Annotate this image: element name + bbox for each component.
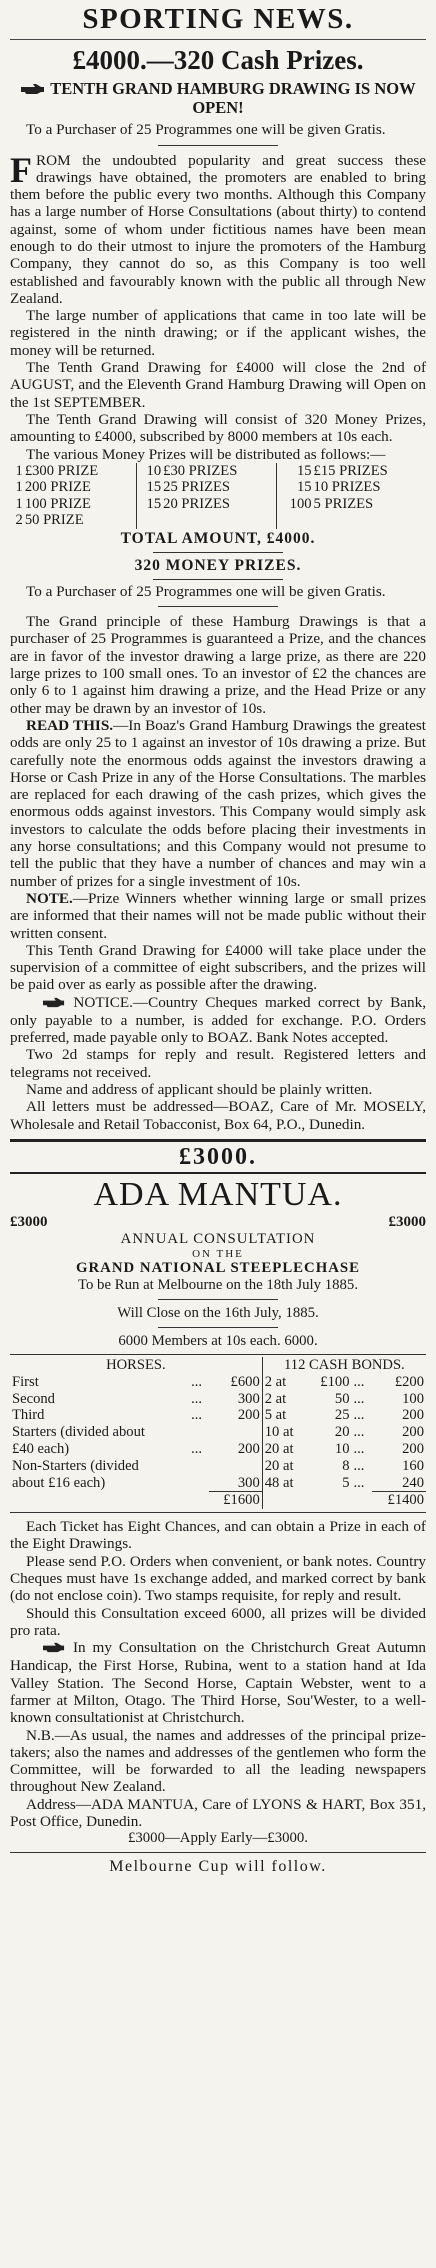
horse-dots: ... <box>191 1440 203 1457</box>
side-amount-right: £3000 <box>388 1213 426 1230</box>
notice-paragraph: NOTICE.—Country Cheques marked correct by Bank, only payable to a number, is added for exchange. P.O. Orders preferred, made payable only to BOAZ. Bank Notes accepted. <box>10 993 426 1047</box>
money-prizes-count: 320 MONEY PRIZES. <box>134 556 302 574</box>
grand-principle-paragraph: The Grand principle of these Hamburg Drawings is that a purchaser of 25 Programmes is guaranteed a Prize, and the chances are in favor of the investor drawing a large prize, as there are 220 large prizes to 100 small ones. To an investor of £2 the chances are only 6 to 1 against him drawing a prize, and the Head Prize or any other may be drawn by an investor of 10s. <box>10 613 426 717</box>
drawing-dates-paragraph: The Tenth Grand Drawing for £4000 will close the 2nd of AUGUST, and the Eleventh Grand Hamburg Drawing will Open on the 1st SEPTEMBER. <box>10 359 426 411</box>
supervision-paragraph: This Tenth Grand Drawing for £4000 will take place under the supervision of a committee of eight subscribers, and the prizes will be paid over as early as possible after the drawing. <box>10 941 426 994</box>
prize-cell: 5 PRIZES <box>313 495 374 512</box>
bond-cell: ... <box>353 1457 365 1474</box>
schedule-row <box>10 1458 426 1475</box>
bond-cell: 48 at <box>262 1475 307 1492</box>
prize-cell: 25 PRIZES <box>163 479 231 496</box>
prize-cell: 2 <box>15 512 23 529</box>
bond-cell: 200 <box>402 1424 424 1441</box>
schedule-row <box>10 1441 426 1458</box>
bond-cell: 2 at <box>262 1391 307 1408</box>
bond-cell: 200 <box>402 1440 424 1457</box>
horse-amount <box>209 1424 263 1441</box>
prize-cell: £30 PRIZES <box>163 462 238 479</box>
pointing-hand-icon <box>26 1640 66 1657</box>
prize-cell <box>276 512 312 529</box>
horse-amount: £600 <box>230 1373 260 1390</box>
close-date: Will Close on the 16th July, 1885. <box>117 1304 319 1321</box>
distribution-intro: The various Money Prizes will be distributed as follows:— <box>26 445 386 463</box>
horse-dots: ... <box>191 1390 203 1407</box>
horse-name: Non-Starters (divided <box>12 1457 139 1474</box>
bond-cell: ... <box>353 1407 365 1424</box>
bond-cell: 20 at <box>262 1458 307 1475</box>
prize-headline: £4000.—320 Cash Prizes. <box>72 45 364 75</box>
schedule-row <box>10 1424 426 1441</box>
cash-bonds-header: 112 CASH BONDS. <box>262 1357 426 1374</box>
sporting-news-title: SPORTING NEWS. <box>82 3 354 35</box>
schedule-row <box>10 1391 426 1408</box>
prize-cell: 100 <box>276 496 312 513</box>
prize-cell: 15 <box>137 479 162 496</box>
prize-cell: 100 PRIZE <box>24 495 91 512</box>
prize-schedule <box>10 1357 426 1509</box>
horses-header: HORSES. <box>106 1356 166 1373</box>
bond-cell: 200 <box>402 1407 424 1424</box>
horse-dots <box>189 1458 209 1475</box>
prize-cell: 1 <box>15 462 23 479</box>
prize-cell: 1 <box>15 495 23 512</box>
prize-cell: 20 PRIZES <box>163 495 231 512</box>
bond-cell: 10 at <box>262 1424 307 1441</box>
melbourne-cup-footer: Melbourne Cup will follow. <box>109 1858 327 1876</box>
bond-cell: ... <box>353 1424 365 1441</box>
bond-cell: 5 at <box>262 1407 307 1424</box>
nb-paragraph: N.B.—As usual, the names and addresses of the principal prize-takers; also the names and addresses of the gentlemen who form the Committee, will be forwarded to all the leading newspapers throughout New Zealand. <box>10 1726 426 1796</box>
bond-cell: ... <box>353 1390 365 1407</box>
bonds-total: £1400 <box>372 1492 426 1509</box>
prize-cell: 10 <box>137 463 162 480</box>
prize-cell <box>162 512 276 529</box>
ada-mantua-title: ADA MANTUA. <box>93 1175 343 1213</box>
intro-paragraph: FROM the undoubted popularity and great success these drawings have obtained, the promoters are enabled to bring them before the public every two months. Although this Company has a large number of Horse Consultations (about thirty) to contend against, some of whom under fictitious names have been mean enough to do their utmost to injure the promoters of the Hamburg Company, they cannot do so, as this Company is too well established and favourably known with the public all through New Zealand. <box>10 149 426 307</box>
run-at-melbourne: To be Run at Melbourne on the 18th July 1885. <box>77 1276 359 1293</box>
bond-cell: 100 <box>402 1390 424 1407</box>
pointing-hand-icon <box>20 81 46 99</box>
stamps-paragraph: Two 2d stamps for reply and result. Registered letters and telegrams not received. <box>10 1046 426 1081</box>
horse-dots: ... <box>191 1407 203 1424</box>
prize-cell: 50 PRIZE <box>24 512 84 529</box>
purchaser-note-2: To a Purchaser of 25 Programmes one will be given Gratis. <box>26 582 386 600</box>
horse-name: Second <box>12 1390 55 1407</box>
christchurch-paragraph: In my Consultation on the Christchurch Great Autumn Handicap, the First Horse, Rubina, went to a station hand at Ida Valley Station. The Second Horse, Captain Webster, went to a farmer at Milton, Otago. The Third Horse, Sou'Wester, to a well-known consultationist at Christchurch. <box>10 1639 426 1727</box>
horse-name: £40 each) <box>12 1440 70 1457</box>
bond-cell: 20 <box>334 1424 350 1441</box>
prize-row <box>10 512 426 529</box>
total-amount: TOTAL AMOUNT, £4000. <box>120 529 316 547</box>
pro-rata-paragraph: Should this Consultation exceed 6000, all prizes will be divided pro rata. <box>10 1604 426 1639</box>
bond-cell: £200 <box>394 1373 424 1390</box>
horse-name: First <box>12 1373 39 1390</box>
bond-cell: ... <box>353 1474 365 1491</box>
drawing-consist-paragraph: The Tenth Grand Drawing will consist of 320 Money Prizes, amounting to £4000, subscribed by 8000 members at 10s each. <box>10 410 426 446</box>
event-name: GRAND NATIONAL STEEPLECHASE <box>75 1259 361 1276</box>
prize-cell: 15 <box>276 479 312 496</box>
eight-chances-paragraph: Each Ticket has Eight Chances, and can obtain a Prize in each of the Eight Drawings. <box>10 1518 426 1553</box>
ada-address: Address—ADA MANTUA, Care of LYONS & HART, Box 351, Post Office, Dunedin. <box>10 1795 426 1830</box>
horse-dots: ... <box>191 1373 203 1390</box>
purchaser-note: To a Purchaser of 25 Programmes one will be given Gratis. <box>26 121 386 139</box>
horse-amount: 200 <box>237 1440 260 1457</box>
bond-cell: 5 <box>342 1474 350 1491</box>
schedule-row <box>10 1407 426 1424</box>
horse-dots <box>189 1475 209 1492</box>
bond-cell: 50 <box>334 1390 350 1407</box>
annual-consultation: ANNUAL CONSULTATION <box>120 1230 316 1247</box>
ada-banner: £3000. <box>10 1139 426 1174</box>
late-applications-paragraph: The large number of applications that came in too late will be registered in the ninth drawing; or if the applicant wishes, the money will be returned. <box>10 307 426 359</box>
bond-cell: 240 <box>402 1474 424 1491</box>
horse-amount <box>209 1458 263 1475</box>
advert-column <box>10 0 426 1876</box>
schedule-row <box>10 1475 426 1492</box>
horse-name: Third <box>12 1407 45 1424</box>
on-the: ON THE <box>192 1247 244 1260</box>
prize-table <box>10 463 426 529</box>
horses-total: £1600 <box>209 1492 263 1509</box>
prize-row <box>10 496 426 513</box>
read-this-paragraph: READ THIS.—In Boaz's Grand Hamburg Drawings the greatest odds are only 25 to 1 against an investor of 10s drawing a prize. But carefully note the enormous odds against the investors drawing a Horse or Cash Prize in any of the Horse Consultations. The marbles are replaced for each drawing of the cash prizes, which gives the enormous odds against investors. This Company would simply ask investors to calculate the odds before placing their investments in any horse consultations; and this Company would not presume to tell the public that they have a number of chances and may win a number of prizes for a single investment of 10s. <box>10 716 427 890</box>
prize-row <box>10 479 426 496</box>
prize-cell: 1 <box>15 479 23 496</box>
prize-cell: 200 PRIZE <box>24 479 91 496</box>
bond-cell: 8 <box>342 1457 350 1474</box>
side-amount-left: £3000 <box>10 1213 48 1230</box>
pointing-hand-icon <box>26 995 66 1012</box>
bond-cell: 20 at <box>262 1441 307 1458</box>
horse-amount: 300 <box>237 1474 260 1491</box>
prize-cell: £300 PRIZE <box>24 462 99 479</box>
prize-cell: £15 PRIZES <box>313 462 388 479</box>
horse-amount: 300 <box>237 1390 260 1407</box>
prize-cell: 10 PRIZES <box>313 479 381 496</box>
schedule-row <box>10 1374 426 1391</box>
prize-cell <box>137 512 162 529</box>
horse-name: Starters (divided about <box>12 1424 145 1441</box>
horse-name: about £16 each) <box>12 1474 106 1491</box>
horse-dots <box>189 1424 209 1441</box>
note-paragraph: NOTE.—Prize Winners whether winning large or small prizes are informed that their names will not be made public without their written consent. <box>10 889 426 942</box>
horse-amount: 200 <box>237 1407 260 1424</box>
bond-cell: 160 <box>402 1457 424 1474</box>
drawing-open-announcement: TENTH GRAND HAMBURG DRAWING IS NOW OPEN! <box>10 80 426 117</box>
prize-row <box>10 463 426 480</box>
name-address-paragraph: Name and address of applicant should be plainly written. <box>26 1081 373 1099</box>
bond-cell: 25 <box>334 1407 350 1424</box>
members-line: 6000 Members at 10s each. 6000. <box>118 1332 318 1349</box>
payment-paragraph: Please send P.O. Orders when convenient, or bank notes. Country Cheques must have 1s exchange added, and marked correct by bank (do not enclose coin). Two stamps requisite, for reply and result. <box>10 1552 426 1605</box>
apply-early: £3000—Apply Early—£3000. <box>127 1830 308 1847</box>
prize-cell: 15 <box>276 463 312 480</box>
side-amounts <box>10 1214 426 1231</box>
bond-cell: 2 at <box>262 1374 307 1391</box>
bond-cell: ... <box>353 1373 365 1390</box>
prize-cell <box>313 512 426 529</box>
bond-cell: ... <box>353 1440 365 1457</box>
bond-cell: £100 <box>320 1373 350 1390</box>
boaz-address: All letters must be addressed—BOAZ, Care of Mr. MOSELY, Wholesale and Retail Tobacconist, Box 64, P.O., Dunedin. <box>10 1098 426 1133</box>
prize-cell: 15 <box>137 496 162 513</box>
bond-cell: 10 <box>334 1440 350 1457</box>
